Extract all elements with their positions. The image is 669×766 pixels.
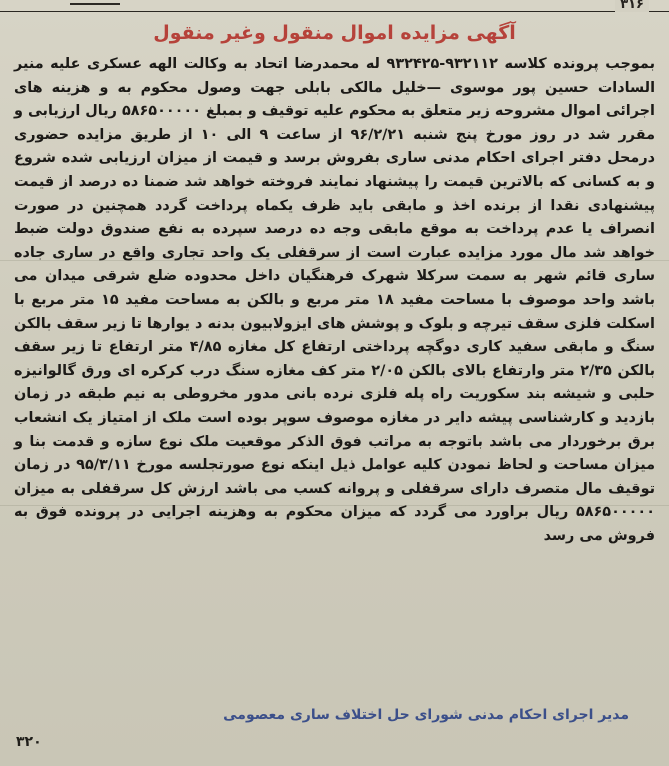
top-rule bbox=[0, 0, 669, 12]
notice-body: بموجب پرونده کلاسه ۹۳۲۱۱۲-۹۳۲۴۲۵ له محمدرضا اتحاد به وکالت الهه عسکری علیه منیر السادات حسین پور موسوی —خلیل مالکی بابلی جهت وصول محکوم به و هزینه های اجرائی اموال مشروحه زیر متعلق به محکوم علیه توقیف و بمبلغ ۵۸۶۵۰۰۰۰۰ ریال ارزیابی و مقرر شد در روز مورخ پنج شنبه ۹۶/۲/۲۱ از ساعت ۹ الی ۱۰ از طریق مزایده حضوری درمحل دفتر اجرای احکام مدنی ساری بفروش برسد و قیمت از میزان ارزیابی شده شروع و به کسانی که بالاترین قیمت را پیشنهاد نمایند فروخته خواهد شد ضمنا ده درصد از قیمت پیشنهادی نقدا از برنده اخذ و مابقی باید ظرف یکماه پرداخت گردد همچنین در صورت انصراف یا عدم پرداخت به موقع مابقی وجه ده درصد سپرده به نفع صندوق دولت ضبط خواهد شد مال مورد مزایده عبارت است از سرقفلی یک واحد تجاری واقع در ساری جاده ساری قائم شهر به سمت سرکلا شهرک فرهنگیان داخل محدوده ضلع شرقی میدان می باشد واحد موصوف با مساحت مفید ۱۸ متر مربع و بالکن به مساحت مفید ۱۵ متر مربع با اسکلت فلزی سقف تیرچه و بلوک و پوشش های ایزولابیون بدنه د یوارها تا زیر سقف بالکن سنگ و مابقی سفید کاری دوگچه پرداختی ارتفاع کل مغازه ۴/۸۵ متر ارتفاع تا زیر سقف بالکن ۲/۳۵ متر وارتفاع بالای بالکن ۲/۰۵ متر کف مغازه سنگ درب کرکره ای ورق گالوانیزه حلبی و شیشه بند سکوریت راه پله فلزی نرده بانی مدور مخروطی به نیم طبقه در زمان بازدید و کارشناسی پیشه دایر در مغازه موصوف سوپر بوده است ملک از امتیاز یک انشعاب برق برخوردار می باشد باتوجه به مراتب فوق الذکر موقعیت ملک نوع سازه و قدمت بنا و میزان مساحت و لحاظ نمودن کلیه عوامل ذیل اینکه نوع صورتجلسه مورخ ۹۵/۳/۱۱ در زمان توقیف مال متصرف دارای سرقفلی و پروانه کسب می باشد ارزش کل سرقفلی به میزان ۵۸۶۵۰۰۰۰۰ ریال براورد می گردد که میزان محکوم به وهزینه اجرایی در پرونده فوق به فروش می رسد bbox=[14, 56, 656, 544]
notice-title: آگهی مزایده اموال منقول وغیر منقول bbox=[153, 22, 516, 44]
page-number: ۳۱۶ bbox=[615, 0, 649, 12]
top-dash-divider bbox=[70, 3, 120, 5]
notice-code: ۳۲۰ bbox=[16, 734, 42, 750]
notice-signature: مدیر اجرای احکام مدنی شورای حل اختلاف ساری معصومی bbox=[223, 707, 629, 723]
